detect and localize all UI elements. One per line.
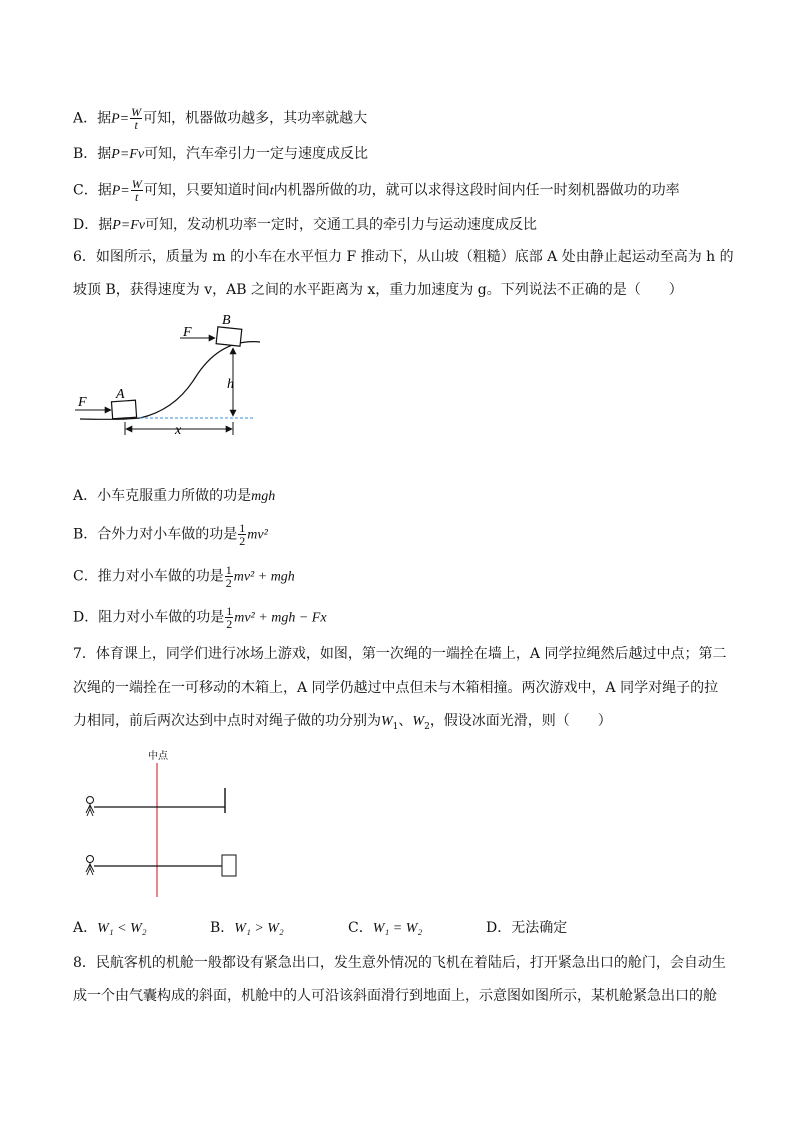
q6-option-b: B．合外力对小车做的功是 $\frac{1}{2}$ mv² bbox=[73, 521, 268, 548]
q7-option-d: D．无法确定 bbox=[486, 920, 568, 936]
person-icon-bottom bbox=[86, 856, 94, 876]
label-f-top: F bbox=[183, 325, 192, 340]
wooden-box bbox=[222, 855, 236, 876]
q6-option-c: C．推力对小车做的功是 $\frac{1}{2}$ mv² + mgh bbox=[73, 563, 295, 590]
q5-option-d: D．据P=Fv可知，发动机功率一定时，交通工具的牵引力与运动速度成反比 bbox=[73, 217, 537, 233]
q5-option-c: C．据P= $\frac{W}{t}$ 可知，只要知道时间t内机器所做的功，就可以求得这段时间内任一时刻机器做功的功率 bbox=[73, 177, 680, 204]
q6-stem-line1: 6．如图所示，质量为 m 的小车在水平恒力 F 推动下，从山坡（粗糙）底部 A 处由静止起运动至高为 h 的 bbox=[73, 249, 734, 265]
q7-stem-line1: 7．体育课上，同学们进行冰场上游戏，如图，第一次绳的一端拴在墙上，A 同学拉绳然后越过中点；第二 bbox=[73, 646, 727, 662]
q8-stem-line1: 8．民航客机的机舱一般都设有紧急出口，发生意外情况的飞机在着陆后，打开紧急出口的舱门，会自动生 bbox=[73, 955, 726, 971]
q7-stem-line2: 次绳的一端拴在一可移动的木箱上，A 同学仍越过中点但未与木箱相撞。两次游戏中，A 同学对绳子的拉 bbox=[73, 680, 719, 696]
q6-slope-figure bbox=[70, 308, 270, 443]
label-h: h bbox=[227, 377, 234, 392]
q5-option-a: A．据P= $\frac{W}{t}$ 可知，机器做功越多，其功率就越大 bbox=[73, 105, 368, 132]
label-x: x bbox=[175, 423, 182, 438]
q7-option-c: C．W₁ = W₂ bbox=[348, 920, 423, 936]
q8-stem-line2: 成一个由气囊构成的斜面，机舱中的人可沿该斜面滑行到地面上，示意图如图所示，某机舱紧急出口的舱 bbox=[73, 988, 717, 1004]
q6-stem-line2: 坡顶 B，获得速度为 v，AB 之间的水平距离为 x，重力加速度为 g。下列说法不正确的是（ ） bbox=[73, 282, 683, 298]
q7-stem-line3: 力相同，前后两次达到中点时对绳子做的功分别为$W_1$、$W_2$，假设冰面光滑，则（ ） bbox=[73, 713, 612, 732]
midpoint-label: 中点 bbox=[148, 751, 168, 762]
q6-option-a: A．小车克服重力所做的功是mgh bbox=[73, 488, 276, 504]
q7-rope-figure bbox=[80, 745, 250, 900]
q7-option-b: B．W₁ > W₂ bbox=[210, 920, 284, 936]
label-a: A bbox=[116, 387, 125, 402]
fraction-w-over-t: $\frac{W}{t}$ bbox=[131, 105, 142, 132]
q6-option-d: D．阻力对小车做的功是 $\frac{1}{2}$ mv² + mgh − Fx bbox=[73, 604, 327, 631]
q5-option-b: B．据P=Fv可知，汽车牵引力一定与速度成反比 bbox=[73, 146, 369, 162]
block-b bbox=[216, 327, 242, 346]
person-icon-top bbox=[86, 797, 94, 817]
q7-option-a: A．W₁ < W₂ bbox=[73, 920, 147, 936]
label-b: B bbox=[222, 313, 231, 328]
block-a bbox=[111, 400, 136, 419]
label-f-bottom: F bbox=[78, 395, 87, 410]
